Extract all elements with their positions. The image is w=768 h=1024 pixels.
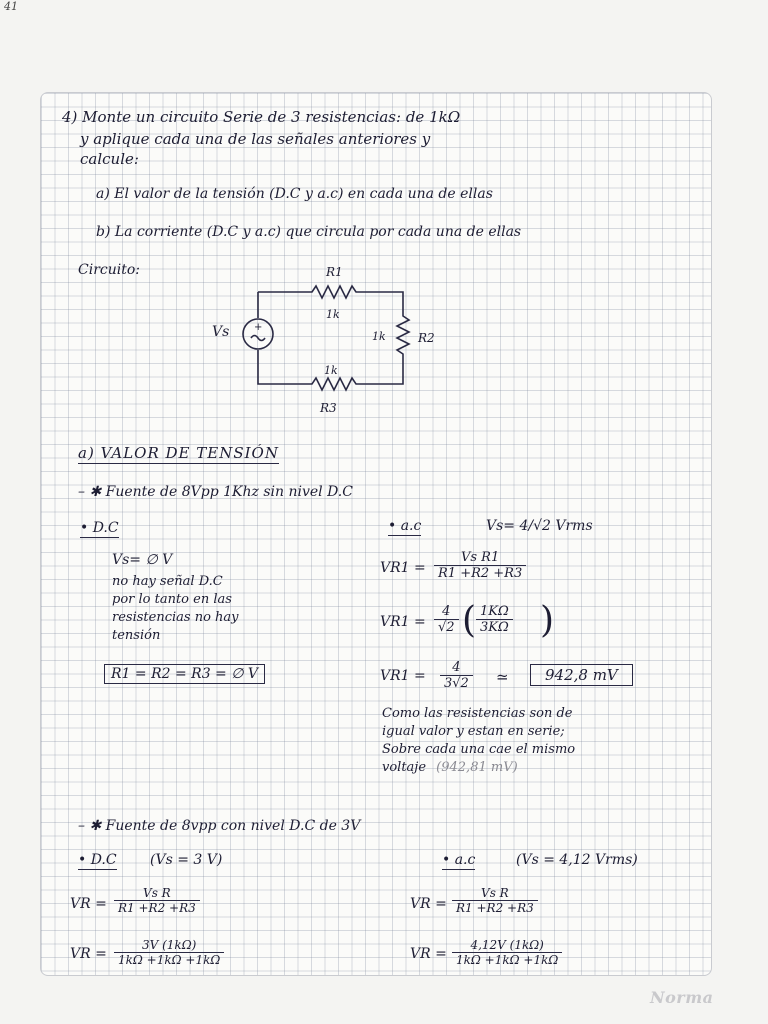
dc-heading [80,520,119,536]
vr1-sub-den1: √2 [438,620,455,635]
vr-dc-sub-num: 3V (1kΩ) [114,938,224,953]
problem-statement-line2: y aplique cada una de las señales anteriores y [80,130,431,148]
vr-dc-sub-lhs: VR = [70,946,107,962]
ac2-heading [442,852,475,868]
dc2-heading [78,852,117,868]
series-circuit-diagram [200,258,460,428]
vr-ac-formula-fraction [452,886,538,915]
ac-explanation-line3: Sobre cada una cae el mismo [382,742,576,757]
vr1-result-num: 4 [440,660,473,676]
vr-dc-formula-den: R1 +R2 +R3 [118,901,196,915]
vr-dc-formula-num: Vs R [114,886,200,901]
source2-description: – ✱ Fuente de 8vpp con nivel D.C de 3V [78,818,361,834]
ac-explanation-line4 [382,760,518,775]
dc2-heading-text: • D.C [78,852,117,868]
vr-ac-sub-num: 4,12V (1kΩ) [452,938,562,953]
r1-value: 1k [326,308,340,321]
vr1-result-fraction [440,660,473,691]
vr1-result-box [530,666,633,684]
ac-vs-value: Vs= 4/√2 Vrms [486,518,593,534]
vr1-sub-fraction2 [476,604,513,635]
vr1-formula-fraction [434,550,526,581]
vr1-sub-num2: 1KΩ [476,604,513,620]
source-plus-sign: + [254,322,263,333]
r1-label: R1 [326,265,343,279]
dc-explanation-line2: por lo tanto en las [112,592,232,607]
dc-explanation-line1: no hay señal D.C [112,574,223,589]
dc-vs-value: Vs= ∅ V [112,552,173,568]
vr1-formula-lhs: VR1 = [380,560,426,576]
vr-dc-sub-den: 1kΩ +1kΩ +1kΩ [118,953,221,967]
ac-explanation-line2: igual valor y estan en serie; [382,724,565,739]
section-a-title [78,444,279,462]
ac2-heading-text: • a.c [442,852,476,868]
vr-ac-formula-num: Vs R [452,886,538,901]
vr-ac-formula-den: R1 +R2 +R3 [456,901,534,915]
vr1-formula-denominator: R1 +R2 +R3 [438,566,523,581]
vr1-sub-den2: 3KΩ [480,620,509,635]
vr-ac-formula-lhs: VR = [410,896,447,912]
dc-result-box [104,666,265,682]
page-number: 41 [4,0,18,13]
vr1-result-value: 942,8 mV [530,664,633,686]
r3-value: 1k [324,364,338,377]
vr-dc-formula-fraction [114,886,200,915]
dc-explanation-line4: tensión [112,628,161,643]
circuit-label: Circuito: [78,262,140,278]
dc-explanation-line3: resistencias no hay [112,610,239,625]
source-label: Vs [212,324,230,340]
dc-heading-text: • D.C [80,520,119,536]
ac2-vs-value: (Vs = 4,12 Vrms) [516,852,638,868]
notebook-brand-logo: Norma [650,988,714,1007]
vr-ac-sub-lhs: VR = [410,946,447,962]
r2-label: R2 [418,331,435,345]
approx-sign: ≃ [496,668,509,686]
ac-heading-text: • a.c [388,518,422,534]
problem-statement-line3: calcule: [80,150,139,168]
vr1-result-den: 3√2 [444,676,469,691]
ac-pencil-note: (942,81 mV) [436,760,518,775]
close-paren: ) [540,600,555,641]
dc-result-text: R1 = R2 = R3 = ∅ V [104,664,265,684]
problem-statement-line1: 4) Monte un circuito Serie de 3 resistencias: de 1kΩ [62,108,461,126]
vr1-formula-numerator: Vs R1 [434,550,526,566]
ac-explanation-line1: Como las resistencias son de [382,706,573,721]
ac-heading [388,518,421,534]
vr1-sub-fraction1 [434,604,459,635]
vr-ac-sub-fraction [452,938,562,967]
vr1-result-lhs: VR1 = [380,668,426,684]
source1-description: – ✱ Fuente de 8Vpp 1Khz sin nivel D.C [78,484,353,500]
vr-dc-sub-fraction [114,938,224,967]
item-a: a) El valor de la tensión (D.C y a.c) en cada una de ellas [96,186,493,202]
ac-explanation-voltaje: voltaje [382,760,427,775]
vr1-sub-lhs: VR1 = [380,614,426,630]
open-paren: ( [462,600,477,641]
vr1-sub-num1: 4 [434,604,459,620]
r3-label: R3 [320,401,337,415]
vr-ac-sub-den: 1kΩ +1kΩ +1kΩ [456,953,559,967]
vr-dc-formula-lhs: VR = [70,896,107,912]
dc2-vs-value: (Vs = 3 V) [150,852,223,868]
item-b: b) La corriente (D.C y a.c) que circula por cada una de ellas [96,224,522,240]
section-a-title-text: a) VALOR DE TENSIÓN [78,444,279,462]
r2-value: 1k [372,330,386,343]
